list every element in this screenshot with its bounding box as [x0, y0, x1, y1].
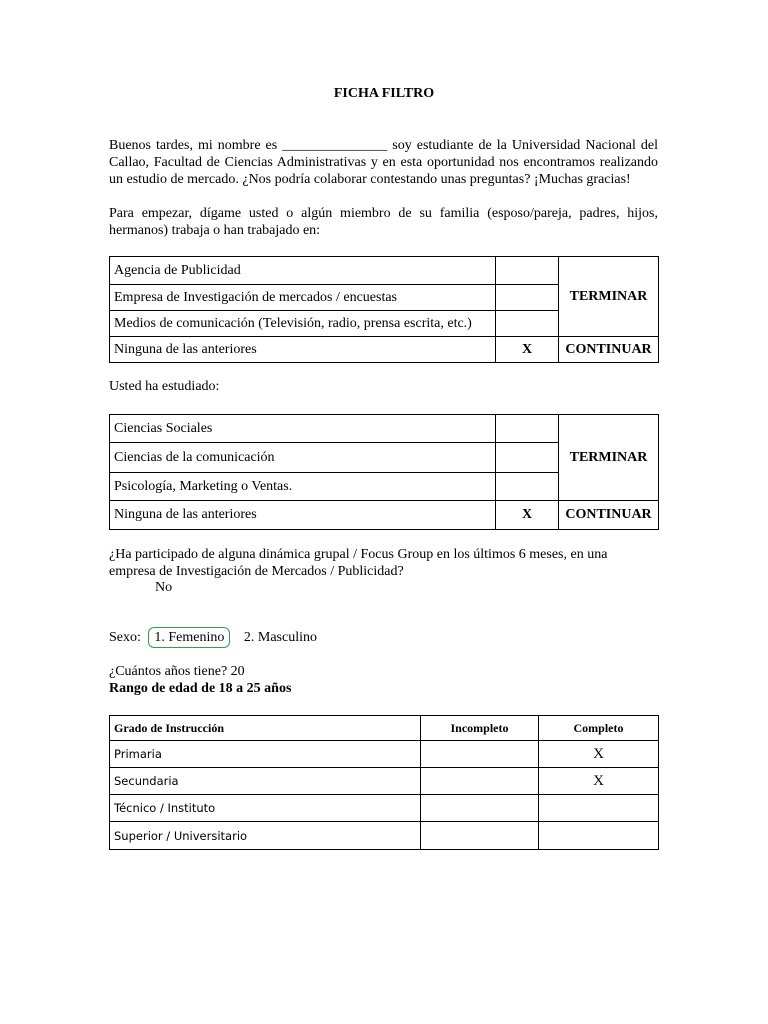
occupation-option: Agencia de Publicidad — [110, 257, 496, 285]
education-level: Secundaria — [110, 768, 421, 795]
education-incomplete-cell[interactable] — [421, 795, 539, 822]
intro-line-3: un estudio de mercado. ¿Nos podría colaborar contestando unas preguntas? ¡Muchas gracias! — [109, 172, 631, 187]
education-table — [109, 715, 659, 850]
age-question: ¿Cuántos años tiene? 20 — [109, 664, 245, 679]
occupation-check[interactable] — [496, 285, 559, 311]
question3-text — [109, 546, 607, 580]
education-incomplete-cell[interactable] — [421, 768, 539, 795]
studies-option: Ninguna de las anteriores — [110, 501, 496, 530]
education-header-grade: Grado de Instrucción — [110, 716, 421, 741]
studies-check-marked[interactable]: X — [496, 501, 559, 530]
occupation-option: Empresa de Investigación de mercados / encuestas — [110, 285, 496, 311]
continue-cell: CONTINUAR — [559, 337, 659, 363]
intro-paragraph — [109, 137, 658, 188]
education-incomplete-cell[interactable] — [421, 822, 539, 850]
question1-line-1: Para empezar, dígame usted o algún miembro de su familia (esposo/pareja, padres, hijos, — [109, 206, 658, 221]
studies-table — [109, 414, 659, 530]
education-complete-cell[interactable] — [539, 795, 659, 822]
occupation-option: Ninguna de las anteriores — [110, 337, 496, 363]
question1-text — [109, 205, 658, 239]
sex-label: Sexo: — [109, 630, 141, 645]
studies-check[interactable] — [496, 443, 559, 473]
education-complete-cell[interactable]: X — [539, 741, 659, 768]
question1-line-2: hermanos) trabaja o han trabajado en: — [109, 223, 321, 238]
sex-question — [109, 630, 317, 646]
education-level: Primaria — [110, 741, 421, 768]
studies-option: Ciencias Sociales — [110, 415, 496, 443]
question3-answer: No — [155, 580, 173, 595]
intro-line-1: Buenos tardes, mi nombre es _______________ soy estudiante de la Universidad Nacional del — [109, 138, 658, 153]
education-complete-cell[interactable]: X — [539, 768, 659, 795]
studies-check[interactable] — [496, 415, 559, 443]
studies-option: Ciencias de la comunicación — [110, 443, 496, 473]
page-title: FICHA FILTRO — [333, 86, 435, 101]
occupation-check[interactable] — [496, 311, 559, 337]
question3-line-2: empresa de Investigación de Mercados / Publicidad? — [109, 564, 404, 579]
education-level: Técnico / Instituto — [110, 795, 421, 822]
sex-option-masculino[interactable]: 2. Masculino — [243, 630, 317, 645]
terminate-cell: TERMINAR — [559, 415, 659, 501]
education-level: Superior / Universitario — [110, 822, 421, 850]
studies-option: Psicología, Marketing o Ventas. — [110, 473, 496, 501]
occupation-check[interactable] — [496, 257, 559, 285]
education-complete-cell[interactable] — [539, 822, 659, 850]
education-header-complete: Completo — [539, 716, 659, 741]
terminate-cell: TERMINAR — [559, 257, 659, 337]
studies-check[interactable] — [496, 473, 559, 501]
education-header-incomplete: Incompleto — [421, 716, 539, 741]
education-incomplete-cell[interactable] — [421, 741, 539, 768]
age-range: Rango de edad de 18 a 25 años — [109, 681, 292, 696]
occupation-option: Medios de comunicación (Televisión, radio, prensa escrita, etc.) — [110, 311, 496, 337]
occupation-table — [109, 256, 659, 363]
question3-line-1: ¿Ha participado de alguna dinámica grupal / Focus Group en los últimos 6 meses, en una — [109, 547, 608, 562]
sex-option-femenino-selected[interactable]: 1. Femenino — [148, 627, 230, 648]
intro-line-2: Callao, Facultad de Ciencias Administrativas y en esta oportunidad nos encontramos realizando — [109, 155, 658, 170]
question2-label: Usted ha estudiado: — [109, 379, 220, 394]
occupation-check-marked[interactable]: X — [496, 337, 559, 363]
continue-cell: CONTINUAR — [559, 501, 659, 530]
